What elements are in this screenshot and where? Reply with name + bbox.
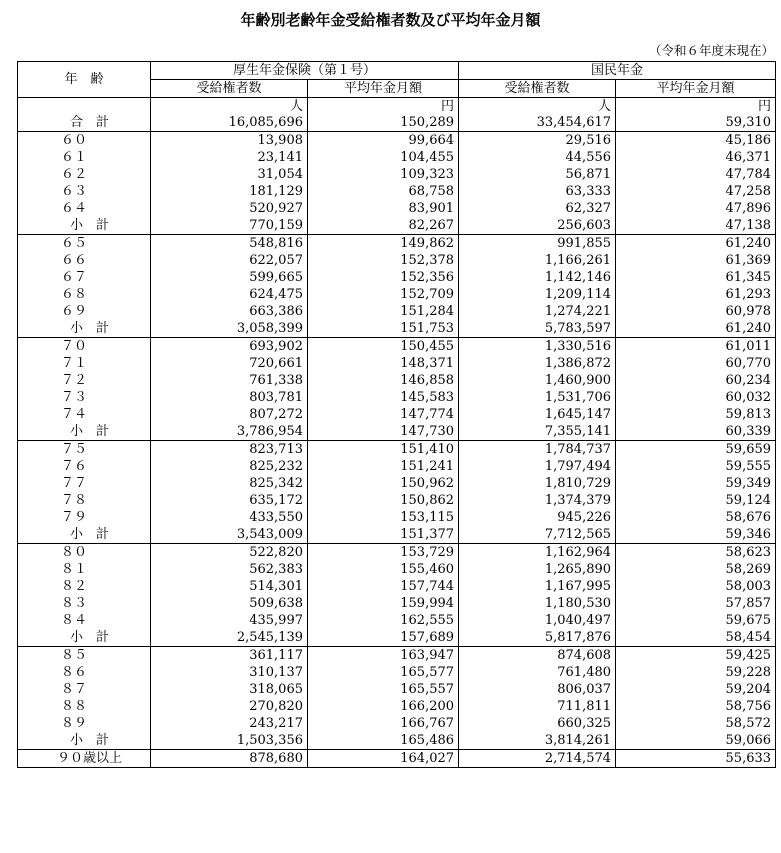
kosei-recipients-cell: 878,680 (151, 750, 308, 768)
age-cell: ７３ (18, 389, 151, 406)
kokumin-recipients-cell: 7,355,141 (459, 423, 616, 441)
header-kokumin: 国民年金 (459, 62, 776, 80)
unit-people: 人 (151, 98, 308, 115)
table-row (18, 235, 776, 253)
kokumin-recipients-cell: 1,374,379 (459, 492, 616, 509)
table-row (18, 578, 776, 595)
kosei-average-cell: 165,557 (308, 681, 459, 698)
table-row (18, 715, 776, 732)
kosei-recipients-cell: 825,232 (151, 458, 308, 475)
kokumin-average-cell: 59,228 (616, 664, 776, 681)
kosei-average-cell: 152,378 (308, 252, 459, 269)
kosei-average-cell: 157,744 (308, 578, 459, 595)
kokumin-recipients-cell: 1,531,706 (459, 389, 616, 406)
kosei-average-cell: 83,901 (308, 200, 459, 217)
kokumin-average-cell: 57,857 (616, 595, 776, 612)
kokumin-recipients-cell: 1,162,964 (459, 544, 616, 562)
kokumin-recipients-cell: 29,516 (459, 132, 616, 150)
kokumin-average-cell: 59,675 (616, 612, 776, 629)
age-cell: ８０ (18, 544, 151, 562)
kokumin-recipients-cell: 1,180,530 (459, 595, 616, 612)
kokumin-average-cell: 59,066 (616, 732, 776, 750)
kosei-average-cell: 151,377 (308, 526, 459, 544)
table-row (18, 406, 776, 423)
kosei-recipients-cell: 1,503,356 (151, 732, 308, 750)
kokumin-recipients-cell: 2,714,574 (459, 750, 616, 768)
age-cell: ７２ (18, 372, 151, 389)
kokumin-average-cell: 61,293 (616, 286, 776, 303)
kosei-average-cell: 152,356 (308, 269, 459, 286)
kosei-recipients-cell: 548,816 (151, 235, 308, 253)
kosei-average-cell: 151,284 (308, 303, 459, 320)
kosei-recipients-cell: 181,129 (151, 183, 308, 200)
table-row (18, 269, 776, 286)
header-age: 年 齢 (18, 62, 151, 98)
age-cell: 小 計 (18, 217, 151, 235)
kokumin-average-cell: 58,756 (616, 698, 776, 715)
kosei-recipients-cell: 823,713 (151, 441, 308, 459)
age-cell: ８３ (18, 595, 151, 612)
kosei-recipients-cell: 433,550 (151, 509, 308, 526)
unit-yen: 円 (616, 98, 776, 115)
kosei-average-cell: 152,709 (308, 286, 459, 303)
table-row (18, 441, 776, 459)
table-row (18, 338, 776, 356)
table-row (18, 114, 776, 132)
kosei-average-cell: 165,577 (308, 664, 459, 681)
table-row (18, 166, 776, 183)
header-kokumin-recipients: 受給権者数 (459, 80, 616, 98)
table-row (18, 629, 776, 647)
kokumin-average-cell: 45,186 (616, 132, 776, 150)
table-row (18, 303, 776, 320)
age-cell: 小 計 (18, 732, 151, 750)
kosei-average-cell: 165,486 (308, 732, 459, 750)
table-row (18, 647, 776, 665)
kokumin-average-cell: 61,240 (616, 320, 776, 338)
kosei-recipients-cell: 13,908 (151, 132, 308, 150)
kokumin-average-cell: 61,345 (616, 269, 776, 286)
table-row (18, 372, 776, 389)
table-row (18, 612, 776, 629)
kokumin-average-cell: 60,032 (616, 389, 776, 406)
kokumin-recipients-cell: 1,167,995 (459, 578, 616, 595)
age-cell: ８８ (18, 698, 151, 715)
age-cell: ８７ (18, 681, 151, 698)
kosei-average-cell: 166,767 (308, 715, 459, 732)
kokumin-average-cell: 46,371 (616, 149, 776, 166)
table-row (18, 389, 776, 406)
table-row (18, 183, 776, 200)
kosei-recipients-cell: 509,638 (151, 595, 308, 612)
age-cell: ７０ (18, 338, 151, 356)
age-cell: 小 計 (18, 320, 151, 338)
kosei-average-cell: 153,115 (308, 509, 459, 526)
table-row (18, 355, 776, 372)
table-row (18, 544, 776, 562)
kosei-recipients-cell: 807,272 (151, 406, 308, 423)
age-cell: 合 計 (18, 114, 151, 132)
header-kosei-recipients: 受給権者数 (151, 80, 308, 98)
kosei-recipients-cell: 693,902 (151, 338, 308, 356)
kosei-recipients-cell: 825,342 (151, 475, 308, 492)
table-row (18, 492, 776, 509)
kokumin-average-cell: 47,138 (616, 217, 776, 235)
kosei-recipients-cell: 243,217 (151, 715, 308, 732)
table-row (18, 681, 776, 698)
age-cell: ６３ (18, 183, 151, 200)
table-row (18, 200, 776, 217)
table-row (18, 732, 776, 750)
kokumin-recipients-cell: 256,603 (459, 217, 616, 235)
kosei-average-cell: 150,289 (308, 114, 459, 132)
age-cell: ８６ (18, 664, 151, 681)
kokumin-average-cell: 58,269 (616, 561, 776, 578)
kosei-average-cell: 150,962 (308, 475, 459, 492)
kokumin-average-cell: 59,124 (616, 492, 776, 509)
kokumin-average-cell: 58,676 (616, 509, 776, 526)
kokumin-average-cell: 59,310 (616, 114, 776, 132)
kosei-recipients-cell: 16,085,696 (151, 114, 308, 132)
kokumin-average-cell: 58,454 (616, 629, 776, 647)
age-cell: ６６ (18, 252, 151, 269)
kosei-recipients-cell: 663,386 (151, 303, 308, 320)
kosei-recipients-cell: 770,159 (151, 217, 308, 235)
age-cell: ７５ (18, 441, 151, 459)
kokumin-average-cell: 60,770 (616, 355, 776, 372)
kosei-recipients-cell: 2,545,139 (151, 629, 308, 647)
kokumin-average-cell: 47,896 (616, 200, 776, 217)
kokumin-recipients-cell: 3,814,261 (459, 732, 616, 750)
kokumin-recipients-cell: 63,333 (459, 183, 616, 200)
kokumin-average-cell: 59,813 (616, 406, 776, 423)
kosei-recipients-cell: 514,301 (151, 578, 308, 595)
kosei-average-cell: 147,774 (308, 406, 459, 423)
kokumin-average-cell: 55,633 (616, 750, 776, 768)
unit-yen: 円 (308, 98, 459, 115)
kokumin-recipients-cell: 1,460,900 (459, 372, 616, 389)
kosei-average-cell: 99,664 (308, 132, 459, 150)
age-cell: 小 計 (18, 526, 151, 544)
kokumin-recipients-cell: 33,454,617 (459, 114, 616, 132)
kosei-recipients-cell: 3,786,954 (151, 423, 308, 441)
age-cell: ７４ (18, 406, 151, 423)
kosei-average-cell: 151,241 (308, 458, 459, 475)
kokumin-recipients-cell: 7,712,565 (459, 526, 616, 544)
age-cell: 小 計 (18, 423, 151, 441)
kokumin-average-cell: 59,555 (616, 458, 776, 475)
kosei-recipients-cell: 31,054 (151, 166, 308, 183)
kokumin-recipients-cell: 1,784,737 (459, 441, 616, 459)
table-row (18, 595, 776, 612)
table-row (18, 132, 776, 150)
age-cell: ８１ (18, 561, 151, 578)
kokumin-recipients-cell: 44,556 (459, 149, 616, 166)
kosei-average-cell: 109,323 (308, 166, 459, 183)
kokumin-recipients-cell: 56,871 (459, 166, 616, 183)
table-row (18, 475, 776, 492)
kosei-average-cell: 151,753 (308, 320, 459, 338)
kokumin-recipients-cell: 1,209,114 (459, 286, 616, 303)
kosei-average-cell: 148,371 (308, 355, 459, 372)
kosei-recipients-cell: 3,058,399 (151, 320, 308, 338)
kosei-recipients-cell: 720,661 (151, 355, 308, 372)
age-cell: ６５ (18, 235, 151, 253)
table-row (18, 750, 776, 768)
kokumin-average-cell: 58,003 (616, 578, 776, 595)
kosei-recipients-cell: 3,543,009 (151, 526, 308, 544)
table-row (18, 561, 776, 578)
age-cell: ８９ (18, 715, 151, 732)
age-cell: ９０歳以上 (18, 750, 151, 768)
age-cell: ７７ (18, 475, 151, 492)
kokumin-recipients-cell: 1,645,147 (459, 406, 616, 423)
kokumin-recipients-cell: 806,037 (459, 681, 616, 698)
table-row (18, 286, 776, 303)
kosei-average-cell: 166,200 (308, 698, 459, 715)
header-kosei-average: 平均年金月額 (308, 80, 459, 98)
kosei-recipients-cell: 761,338 (151, 372, 308, 389)
kokumin-average-cell: 47,258 (616, 183, 776, 200)
age-cell: ７８ (18, 492, 151, 509)
header-kokumin-average: 平均年金月額 (616, 80, 776, 98)
page-title: 年齢別老齢年金受給権者数及び平均年金月額 (240, 11, 541, 29)
kosei-recipients-cell: 522,820 (151, 544, 308, 562)
kosei-average-cell: 164,027 (308, 750, 459, 768)
kokumin-average-cell: 58,623 (616, 544, 776, 562)
kosei-average-cell: 149,862 (308, 235, 459, 253)
kosei-recipients-cell: 520,927 (151, 200, 308, 217)
kokumin-average-cell: 60,978 (616, 303, 776, 320)
table-row (18, 320, 776, 338)
kokumin-average-cell: 61,240 (616, 235, 776, 253)
kokumin-recipients-cell: 1,386,872 (459, 355, 616, 372)
table-row (18, 252, 776, 269)
kokumin-average-cell: 60,234 (616, 372, 776, 389)
kokumin-average-cell: 59,349 (616, 475, 776, 492)
kosei-recipients-cell: 318,065 (151, 681, 308, 698)
table-row (18, 664, 776, 681)
kokumin-recipients-cell: 5,783,597 (459, 320, 616, 338)
kokumin-recipients-cell: 711,811 (459, 698, 616, 715)
age-cell: ６９ (18, 303, 151, 320)
kosei-average-cell: 150,862 (308, 492, 459, 509)
age-cell: ７６ (18, 458, 151, 475)
kosei-average-cell: 155,460 (308, 561, 459, 578)
kokumin-average-cell: 59,204 (616, 681, 776, 698)
kokumin-recipients-cell: 1,265,890 (459, 561, 616, 578)
kokumin-average-cell: 61,369 (616, 252, 776, 269)
kokumin-average-cell: 59,659 (616, 441, 776, 459)
kokumin-recipients-cell: 1,274,221 (459, 303, 616, 320)
kosei-average-cell: 68,758 (308, 183, 459, 200)
unit-blank (18, 98, 151, 115)
kokumin-average-cell: 59,346 (616, 526, 776, 544)
kosei-recipients-cell: 23,141 (151, 149, 308, 166)
unit-people: 人 (459, 98, 616, 115)
kokumin-recipients-cell: 945,226 (459, 509, 616, 526)
as-of-date: （令和６年度末現在） (648, 43, 774, 58)
kokumin-recipients-cell: 5,817,876 (459, 629, 616, 647)
kosei-recipients-cell: 635,172 (151, 492, 308, 509)
kokumin-recipients-cell: 874,608 (459, 647, 616, 665)
kosei-recipients-cell: 624,475 (151, 286, 308, 303)
kosei-average-cell: 163,947 (308, 647, 459, 665)
table-row (18, 217, 776, 235)
kokumin-average-cell: 61,011 (616, 338, 776, 356)
table-row (18, 423, 776, 441)
kokumin-recipients-cell: 761,480 (459, 664, 616, 681)
kosei-average-cell: 162,555 (308, 612, 459, 629)
header-kosei: 厚生年金保険（第１号） (151, 62, 459, 80)
kokumin-average-cell: 58,572 (616, 715, 776, 732)
kosei-average-cell: 145,583 (308, 389, 459, 406)
kokumin-recipients-cell: 1,810,729 (459, 475, 616, 492)
table-row (18, 509, 776, 526)
kosei-recipients-cell: 361,117 (151, 647, 308, 665)
kokumin-recipients-cell: 991,855 (459, 235, 616, 253)
table-row (18, 698, 776, 715)
kosei-average-cell: 150,455 (308, 338, 459, 356)
age-cell: ８５ (18, 647, 151, 665)
kokumin-recipients-cell: 62,327 (459, 200, 616, 217)
kosei-average-cell: 159,994 (308, 595, 459, 612)
kosei-recipients-cell: 803,781 (151, 389, 308, 406)
kosei-recipients-cell: 599,665 (151, 269, 308, 286)
kokumin-recipients-cell: 1,142,146 (459, 269, 616, 286)
table-row (18, 526, 776, 544)
kosei-average-cell: 153,729 (308, 544, 459, 562)
table-row (18, 458, 776, 475)
kosei-recipients-cell: 562,383 (151, 561, 308, 578)
kokumin-average-cell: 60,339 (616, 423, 776, 441)
pension-table (17, 61, 776, 768)
age-cell: ６１ (18, 149, 151, 166)
age-cell: ８４ (18, 612, 151, 629)
age-cell: ７１ (18, 355, 151, 372)
age-cell: 小 計 (18, 629, 151, 647)
age-cell: ８２ (18, 578, 151, 595)
kosei-recipients-cell: 270,820 (151, 698, 308, 715)
kokumin-recipients-cell: 1,040,497 (459, 612, 616, 629)
kosei-recipients-cell: 435,997 (151, 612, 308, 629)
table-row (18, 149, 776, 166)
age-cell: ６０ (18, 132, 151, 150)
kosei-average-cell: 104,455 (308, 149, 459, 166)
kokumin-average-cell: 59,425 (616, 647, 776, 665)
kokumin-average-cell: 47,784 (616, 166, 776, 183)
kokumin-recipients-cell: 1,797,494 (459, 458, 616, 475)
kokumin-recipients-cell: 1,330,516 (459, 338, 616, 356)
kosei-average-cell: 82,267 (308, 217, 459, 235)
kosei-recipients-cell: 622,057 (151, 252, 308, 269)
age-cell: ６４ (18, 200, 151, 217)
age-cell: ６８ (18, 286, 151, 303)
age-cell: ６２ (18, 166, 151, 183)
kosei-average-cell: 157,689 (308, 629, 459, 647)
kosei-recipients-cell: 310,137 (151, 664, 308, 681)
kosei-average-cell: 146,858 (308, 372, 459, 389)
kokumin-recipients-cell: 1,166,261 (459, 252, 616, 269)
kosei-average-cell: 147,730 (308, 423, 459, 441)
kokumin-recipients-cell: 660,325 (459, 715, 616, 732)
age-cell: ６７ (18, 269, 151, 286)
kosei-average-cell: 151,410 (308, 441, 459, 459)
age-cell: ７９ (18, 509, 151, 526)
